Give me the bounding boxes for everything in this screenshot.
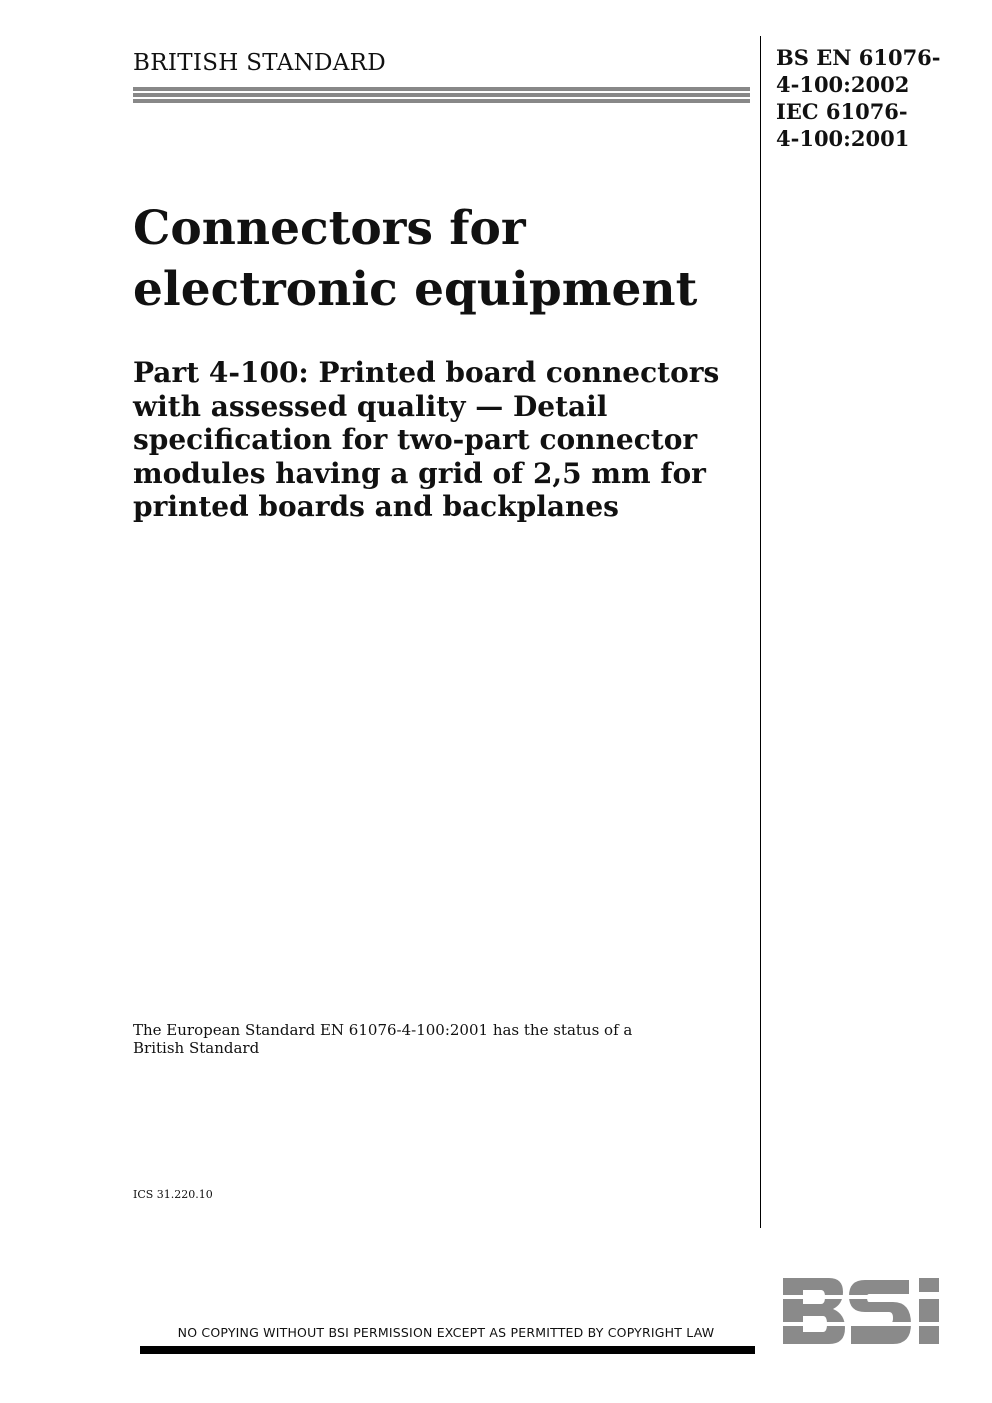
header-rule-top [133,87,750,91]
subtitle-line: with assessed quality — Detail [133,389,608,423]
subtitle-line: modules having a grid of 2,5 mm for [133,456,706,490]
designation-line: BS EN 61076- [776,45,941,70]
standard-designation [776,44,986,152]
title-line: electronic equipment [133,262,698,317]
header-rule-middle [133,93,750,97]
bsi-logo-graphic [781,1276,956,1346]
copyright-notice: NO COPYING WITHOUT BSI PERMISSION EXCEPT AS PERMITTED BY COPYRIGHT LAW [177,1325,715,1340]
status-statement [133,1021,673,1057]
ics-code: ICS 31.220.10 [133,1188,213,1201]
designation-line: IEC 61076- [776,99,908,124]
status-line: The European Standard EN 61076-4-100:2001 has the status of a [133,1021,633,1039]
header-rule-bottom [133,99,750,103]
bsi-logo [781,1276,956,1346]
designation-line: 4-100:2002 [776,72,910,97]
title-line: Connectors for [133,201,526,256]
column-divider [760,36,761,1228]
status-line: British Standard [133,1039,260,1057]
subtitle-line: Part 4-100: Printed board connectors [133,356,720,389]
document-subtitle [133,356,748,524]
subtitle-line: printed boards and backplanes [133,490,619,523]
designation-line: 4-100:2001 [776,126,910,151]
document-title [133,198,743,320]
series-label: BRITISH STANDARD [133,50,387,76]
subtitle-line: specification for two-part connector [133,423,698,456]
footer-rule [140,1346,755,1354]
